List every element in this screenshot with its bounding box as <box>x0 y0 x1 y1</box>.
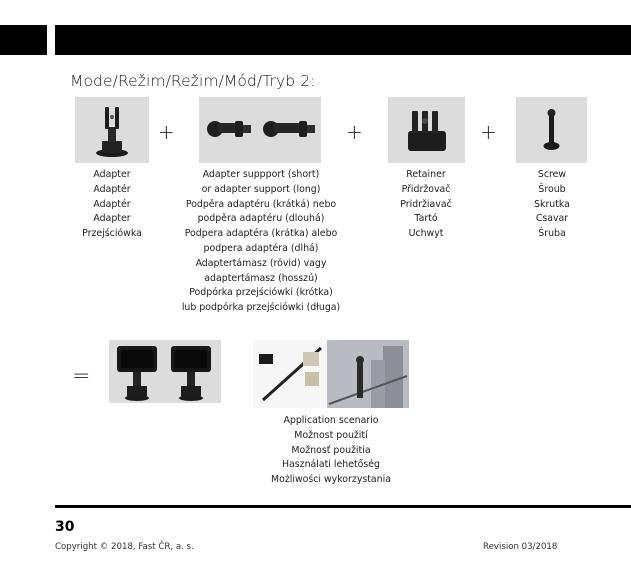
label-line: Pridržiavač <box>400 198 452 210</box>
equals-sign: = <box>72 364 91 389</box>
label-line: Adapter suppport (short) <box>202 169 320 180</box>
header-bar-left <box>0 25 47 55</box>
page-number: 30 <box>55 519 75 535</box>
label-line: Uchwyt <box>408 228 444 240</box>
label-line: Skrutka <box>534 198 570 210</box>
plus-sign: + <box>158 120 175 144</box>
label-line: adaptertámasz (hosszú) <box>204 272 318 284</box>
label-line: Přidržovač <box>401 183 451 195</box>
label-line: Šroub <box>538 183 566 195</box>
label-line: Csavar <box>535 213 569 225</box>
label-line: Podpera adaptéra (krátka) alebo <box>184 228 338 240</box>
label-line: Podpórka przejściówki (krótka) <box>189 287 333 299</box>
adapter-support-photo <box>199 97 321 163</box>
copyright-text: Copyright © 2018, Fast ČR, a. s. <box>55 542 194 552</box>
label-line: podpera adaptéra (dlhá) <box>203 242 319 254</box>
label-line: Retainer <box>406 169 446 180</box>
assembled-mounts-photo <box>109 340 221 403</box>
header-bar <box>55 25 631 55</box>
label-line: Tartó <box>414 213 438 225</box>
label-line: Možnost použití <box>294 429 368 441</box>
application-scenario-photo <box>253 340 409 408</box>
screw-photo <box>516 97 587 163</box>
adapter-labels <box>60 168 164 242</box>
mode-title: Mode/Režim/Režim/Mód/Tryb 2: <box>70 72 316 90</box>
label-line: Adaptér <box>93 183 131 195</box>
retainer-photo <box>388 97 465 163</box>
revision-text: Revision 03/2018 <box>483 542 558 552</box>
application-scenario-labels <box>246 414 416 488</box>
plus-sign: + <box>346 120 363 144</box>
label-line: Adaptér <box>93 198 131 210</box>
label-line: Možnosť použitia <box>291 444 371 456</box>
label-line: Adapter <box>93 213 131 225</box>
label-line: Adaptertámasz (rövid) vagy <box>195 257 327 269</box>
footer-rule <box>55 505 631 508</box>
label-line: Application scenario <box>283 415 379 426</box>
label-line: Adapter <box>93 169 131 180</box>
label-line: podpěra adaptéru (dlouhá) <box>197 213 325 225</box>
label-line: lub podpórka przejściówki (długa) <box>181 302 341 314</box>
label-line: or adapter support (long) <box>201 183 321 195</box>
label-line: Screw <box>537 169 567 180</box>
plus-sign: + <box>480 120 497 144</box>
label-line: Możliwości wykorzystania <box>271 474 391 486</box>
label-line: Podpěra adaptéru (krátká) nebo <box>185 198 337 210</box>
label-line: Przejściówka <box>82 228 142 240</box>
retainer-labels <box>376 168 476 242</box>
adapter-support-labels <box>170 168 352 316</box>
adapter-photo <box>75 97 149 163</box>
label-line: Śruba <box>538 228 566 240</box>
label-line: Használati lehetőség <box>282 459 380 471</box>
screw-labels <box>506 168 598 242</box>
